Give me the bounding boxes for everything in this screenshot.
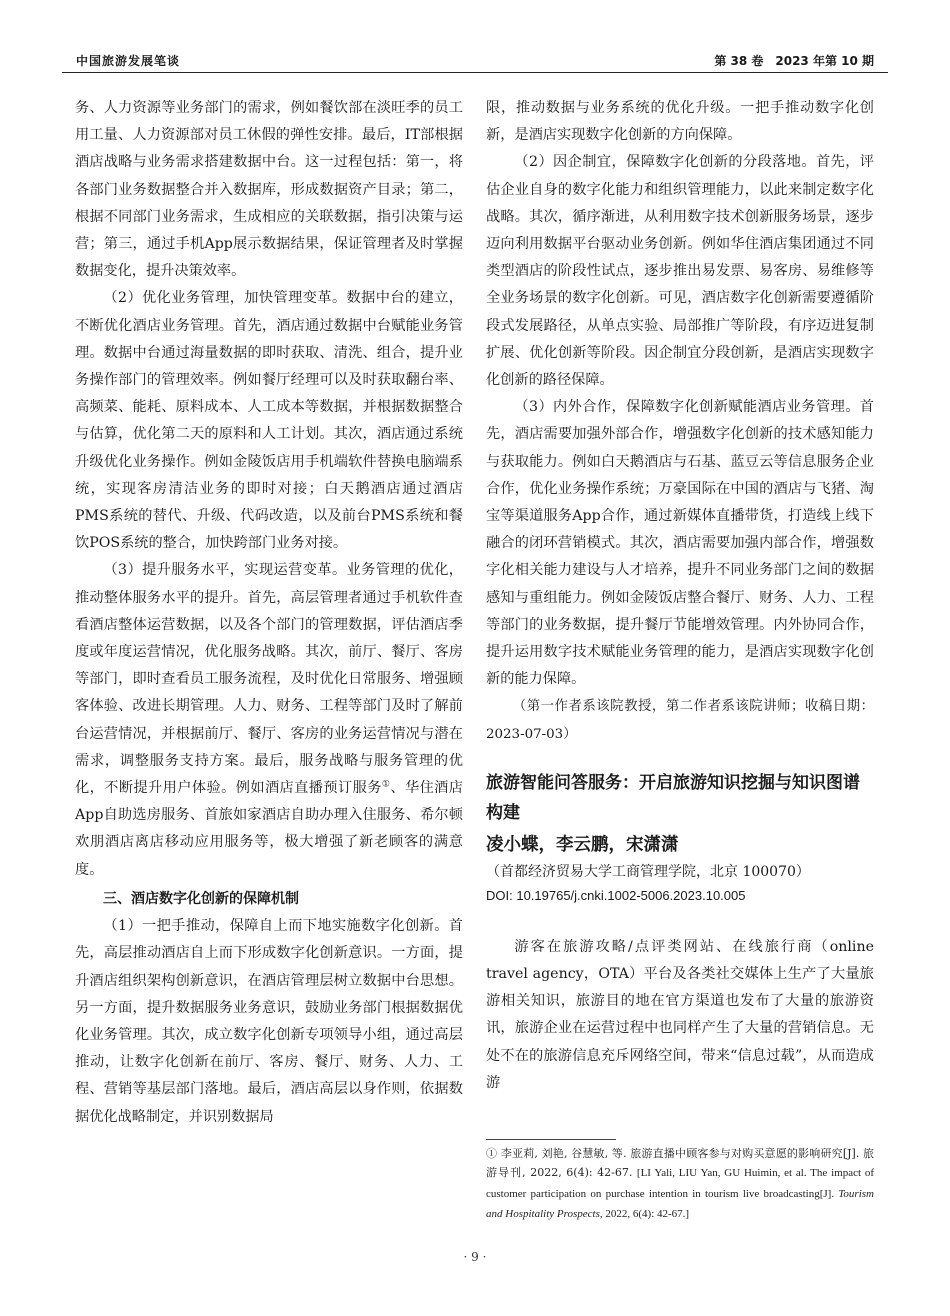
running-header	[62, 48, 888, 73]
footnote-en-tail: , 2022, 6(4): 42-67.]	[599, 1208, 690, 1221]
footnote-marker: ①	[381, 779, 391, 790]
issue-info: 第 38 卷 2023 年第 10 期	[714, 54, 874, 68]
footnote-journal: Tourism and Hospitality Prospects	[486, 1187, 874, 1221]
footnote-en-text: [LI Yali, LIU Yan, GU Huimin, et al. The impact of customer participation on purchase intention in tourism live broadcasting[J].	[486, 1167, 874, 1200]
paragraph: 务、人力资源等业务部门的需求，例如餐饮部在淡旺季的员工用工量、人力资源部对员工休假的弹性安排。最后，IT部根据酒店战略与业务需求搭建数据中台。这一过程包括：第一，将各部门业务数据整合并入数据库，形成数据资产目录；第二，根据不同部门业务需求，生成相应的关联数据，指引决策与运营；第三，通过手机App展示数据结果，保证管理者及时掌握数据变化，提升决策效率。	[75, 100, 463, 280]
paragraph-text: 、华住酒店App自助选房服务、首旅如家酒店自助办理入住服务、希尔顿欢朋酒店离店移动应用服务等，极大增强了新老顾客的满意度。	[75, 780, 463, 878]
author-note: （第一作者系该院教授，第二作者系该院讲师；收稿日期：2023-07-03）	[486, 699, 874, 742]
page-number: · 9 ·	[463, 1250, 487, 1264]
footnote-divider	[486, 1139, 616, 1140]
paragraph-text: （3）提升服务水平，实现运营变革。业务管理的优化，推动整体服务水平的提升。首先，高层管理者通过手机软件查看酒店整体运营数据，以及各个部门的管理数据，评估酒店季度或年度运营情况，优化服务战略。其次，前厅、餐厅、客房等部门，即时查看员工服务流程，及时优化日常服务、增强顾客体验、改进长期管理。人力、财务、工程等部门及时了解前台运营情况，并根据前厅、餐厅、客房的业务运营情况与潜在需求，调整服务支持方案。最后，服务战略与服务管理的优化，不断提升用户体验。例如酒店直播预订服务	[75, 562, 463, 797]
footnote	[486, 1144, 874, 1225]
spacer	[486, 908, 874, 934]
left-column	[75, 95, 463, 1131]
paragraph: （3）内外合作，保障数字化创新赋能酒店业务管理。首先，酒店需要加强外部合作，增强数字化创新的技术感知能力与获取能力。例如白天鹅酒店与石基、蓝豆云等信息服务企业合作，优化业务操作系统；万豪国际在中国的酒店与飞猪、淘宝等渠道服务App合作，通过新媒体直播带货，打造线上线下融合的闭环营销模式。其次，酒店需要加强内部合作，增强数字化相关能力建设与人才培养，提升不同业务部门之间的数据感知与重组能力。例如金陵饭店整合餐厅、财务、人力、工程等部门的业务数据，提升餐厅节能增效管理。内外协同合作，提升运用数字技术赋能业务管理的能力，是酒店实现数字化创新的能力保障。	[486, 399, 874, 688]
paragraph: 游客在旅游攻略/点评类网站、在线旅行商（online travel agency，OTA）平台及各类社交媒体上生产了大量旅游相关知识，旅游目的地在官方渠道也发布了大量的旅游资讯，旅游企业在运营过程中也同样产生了大量的营销信息。无处不在的旅游信息充斥网络空间，带来“信息过载”，从而造成游	[486, 938, 874, 1091]
paragraph: （2）因企制宜，保障数字化创新的分段落地。首先，评估企业自身的数字化能力和组织管理能力，以此来制定数字化战略。其次，循序渐进，从利用数字技术创新服务场景，逐步迈向利用数据平台驱动业务创新。例如华住酒店集团通过不同类型酒店的阶段性试点，逐步推出易发票、易客房、易维修等全业务场景的数字化创新。可见，酒店数字化创新需要遵循阶段式发展路径，从单点实验、局部推广等阶段，有序迈进复制扩展、优化创新等阶段。因企制宜分段创新，是酒店实现数字化创新的路径保障。	[486, 154, 874, 389]
footnote-cn: ① 李亚莉, 刘艳, 谷慧敏, 等. 旅游直播中顾客参与对购买意愿的影响研究[J]. 旅游导刊, 2022, 6(4): 42-67.	[486, 1147, 874, 1180]
section-heading: 三、酒店数字化创新的保障机制	[103, 890, 299, 907]
article-doi: DOI: 10.19765/j.cnki.1002-5006.2023.10.005	[486, 887, 746, 903]
article-title: 旅游智能问答服务：开启旅游知识挖掘与知识图谱构建	[486, 772, 860, 823]
paragraph: （2）优化业务管理，加快管理变革。数据中台的建立，不断优化酒店业务管理。首先，酒店通过数据中台赋能业务管理。数据中台通过海量数据的即时获取、清洗、组合，提升业务操作部门的管理效率。例如餐厅经理可以及时获取翻台率、高频菜、能耗、原料成本、人工成本等数据，并根据数据整合与估算，优化第二天的原料和人工计划。其次，酒店通过系统升级优化业务操作。例如金陵饭店用手机端软件替换电脑端系统，实现客房清洁业务的即时对接；白天鹅酒店通过酒店PMS系统的替代、升级、代码改造，以及前台PMS系统和餐饮POS系统的整合，加快跨部门业务对接。	[75, 290, 463, 552]
right-column	[486, 95, 874, 1097]
journal-name: 中国旅游发展笔谈	[76, 54, 181, 68]
article-affiliation: （首都经济贸易大学工商管理学院，北京 100070）	[486, 863, 810, 880]
paragraph	[75, 557, 463, 883]
paragraph: （1）一把手推动，保障自上而下地实施数字化创新。首先，高层推动酒店自上而下形成数字化创新意识。一方面，提升酒店组织架构创新意识，在酒店管理层树立数据中台思想。另一方面，提升数据服务业务意识，鼓励业务部门根据数据优化业务管理。其次，成立数字化创新专项领导小组，通过高层推动，让数字化创新在前厅、客房、餐厅、财务、人力、工程、营销等基层部门落地。最后，酒店高层以身作则，依据数据优化战略制定，并识别数据局	[75, 918, 463, 1125]
article-authors: 凌小蝶，李云鹏，宋潇潇	[486, 834, 679, 855]
paragraph: 限，推动数据与业务系统的优化升级。一把手推动数字化创新，是酒店实现数字化创新的方向保障。	[486, 100, 874, 144]
